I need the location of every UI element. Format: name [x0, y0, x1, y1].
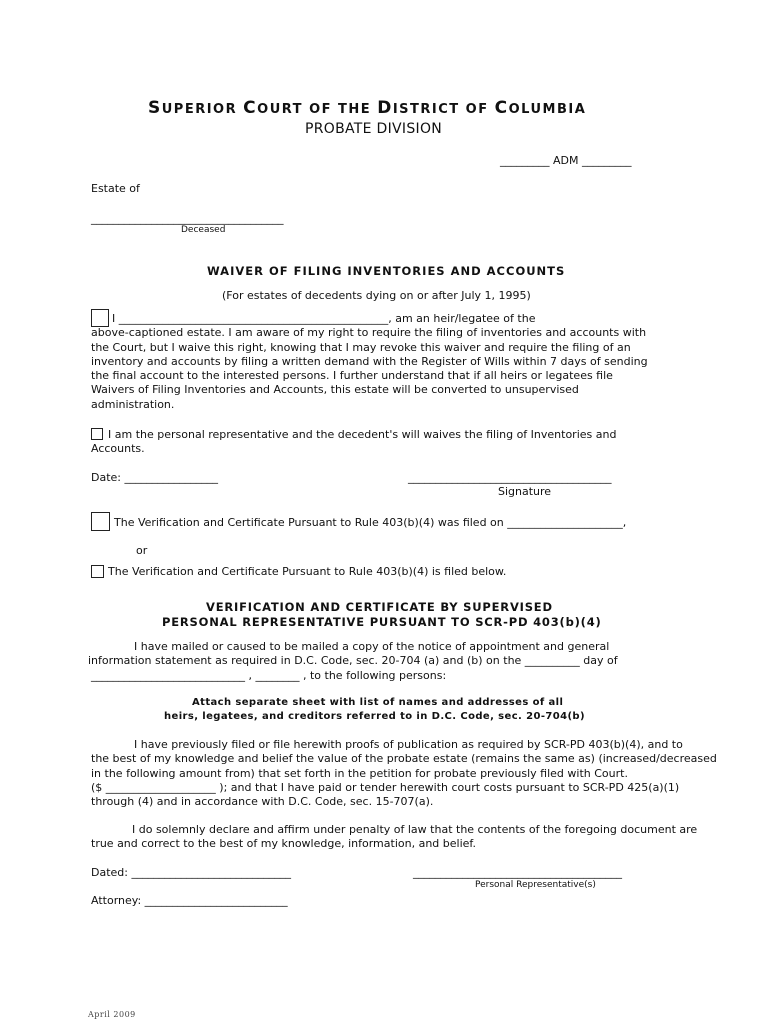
certificate-title-line2: PERSONAL REPRESENTATIVE PURSUANT TO SCR-PD 403(b)(4): [162, 615, 602, 629]
division-title: PROBATE DIVISION: [305, 121, 443, 137]
pr-signature-label: Personal Representative(s): [475, 880, 596, 890]
or-label: or: [136, 544, 148, 557]
attorney-field[interactable]: Attorney: __________________________: [91, 894, 288, 907]
publication-line: through (4) and in accordance with D.C. Code, sec. 15-707(a).: [91, 795, 434, 809]
certificate-title-line1: VERIFICATION AND CERTIFICATE BY SUPERVISED: [206, 600, 553, 614]
court-title-part: D: [377, 98, 393, 118]
signature-label: Signature: [498, 485, 552, 498]
declaration-paragraph: [91, 823, 697, 852]
waiver-line: administration.: [91, 397, 175, 411]
footer-date: April 2009: [88, 1010, 136, 1019]
mailing-line: I have mailed or caused to be mailed a copy of the notice of appointment and general: [134, 640, 610, 653]
verification-below-option: The Verification and Certificate Pursuant to Rule 403(b)(4) is filed below.: [108, 565, 507, 578]
pr-will-waiver-paragraph: [91, 428, 616, 457]
waiver-subtitle: (For estates of decedents dying on or after July 1, 1995): [222, 289, 531, 302]
waiver-title: WAIVER OF FILING INVENTORIES AND ACCOUNTS: [207, 264, 566, 278]
waiver-line: I _________________________________________________, am an heir/legatee of the: [112, 312, 536, 325]
court-title-part: C: [243, 98, 258, 118]
court-title: [148, 98, 586, 118]
court-title-part: OLUMBIA: [508, 102, 587, 117]
publication-line: I have previously filed or file herewith proofs of publication as required by SCR-PD 403(b)(4), and to: [134, 738, 683, 751]
mailing-line: ____________________________ , ________ , to the following persons:: [91, 668, 447, 682]
waiver-line: the final account to the interested persons. I further understand that if all heirs or legatees file: [91, 369, 613, 383]
verification-below-checkbox[interactable]: [91, 565, 104, 578]
dated-field[interactable]: Dated: _____________________________: [91, 866, 291, 879]
pr-waiver-line: I am the personal representative and the decedent's will waives the filing of Inventories and: [108, 428, 617, 441]
adm-number-line: _________ ADM _________: [500, 154, 632, 167]
waiver-paragraph: [91, 312, 648, 412]
pr-signature-line[interactable]: ______________________________________: [413, 866, 622, 879]
publication-line: in the following amount from) that set forth in the petition for probate previously filed with Court.: [91, 766, 628, 780]
date-field[interactable]: Date: _________________: [91, 471, 218, 484]
deceased-label: Deceased: [181, 225, 226, 235]
court-title-part: ISTRICT OF: [392, 102, 495, 117]
attach-instruction-line1: Attach separate sheet with list of names and addresses of all: [192, 697, 564, 708]
court-title-part: OURT OF THE: [257, 102, 378, 117]
publication-paragraph: [91, 738, 717, 809]
waiver-line: Waivers of Filing Inventories and Accounts, this estate will be converted to unsupervised: [91, 383, 579, 397]
verification-filed-checkbox[interactable]: [91, 512, 110, 531]
publication-line: ($ ____________________ ); and that I have paid or tender herewith court costs pursuant to SCR-PD 425(a)(1): [91, 780, 680, 794]
court-title-part: UPERIOR: [161, 102, 244, 117]
court-title-part: C: [494, 98, 509, 118]
pr-waiver-line: Accounts.: [91, 442, 145, 456]
court-title-part: S: [148, 98, 162, 118]
mailing-line: information statement as required in D.C. Code, sec. 20-704 (a) and (b) on the __________ day of: [88, 654, 618, 668]
attach-instruction-line2: heirs, legatees, and creditors referred to in D.C. Code, sec. 20-704(b): [164, 711, 585, 722]
declaration-line: true and correct to the best of my knowledge, information, and belief.: [91, 837, 476, 851]
verification-filed-option: The Verification and Certificate Pursuant to Rule 403(b)(4) was filed on _____________________,: [114, 516, 627, 529]
mailing-paragraph: [88, 640, 618, 683]
waiver-line: above-captioned estate. I am aware of my right to require the filing of inventories and accounts with: [91, 326, 647, 340]
declaration-line: I do solemnly declare and affirm under penalty of law that the contents of the foregoing document are: [132, 823, 698, 836]
waiver-line: the Court, but I waive this right, knowing that I may revoke this waiver and require the filing of an: [91, 340, 631, 354]
signature-line[interactable]: _____________________________________: [408, 471, 612, 484]
publication-line: the best of my knowledge and belief the value of the probate estate (remains the same as) (increased/decreased: [91, 752, 717, 766]
estate-name-line: ___________________________________: [91, 212, 284, 225]
estate-label: Estate of: [91, 182, 140, 195]
waiver-line: inventory and accounts by filing a written demand with the Register of Wills within 7 days of sending: [91, 354, 648, 368]
